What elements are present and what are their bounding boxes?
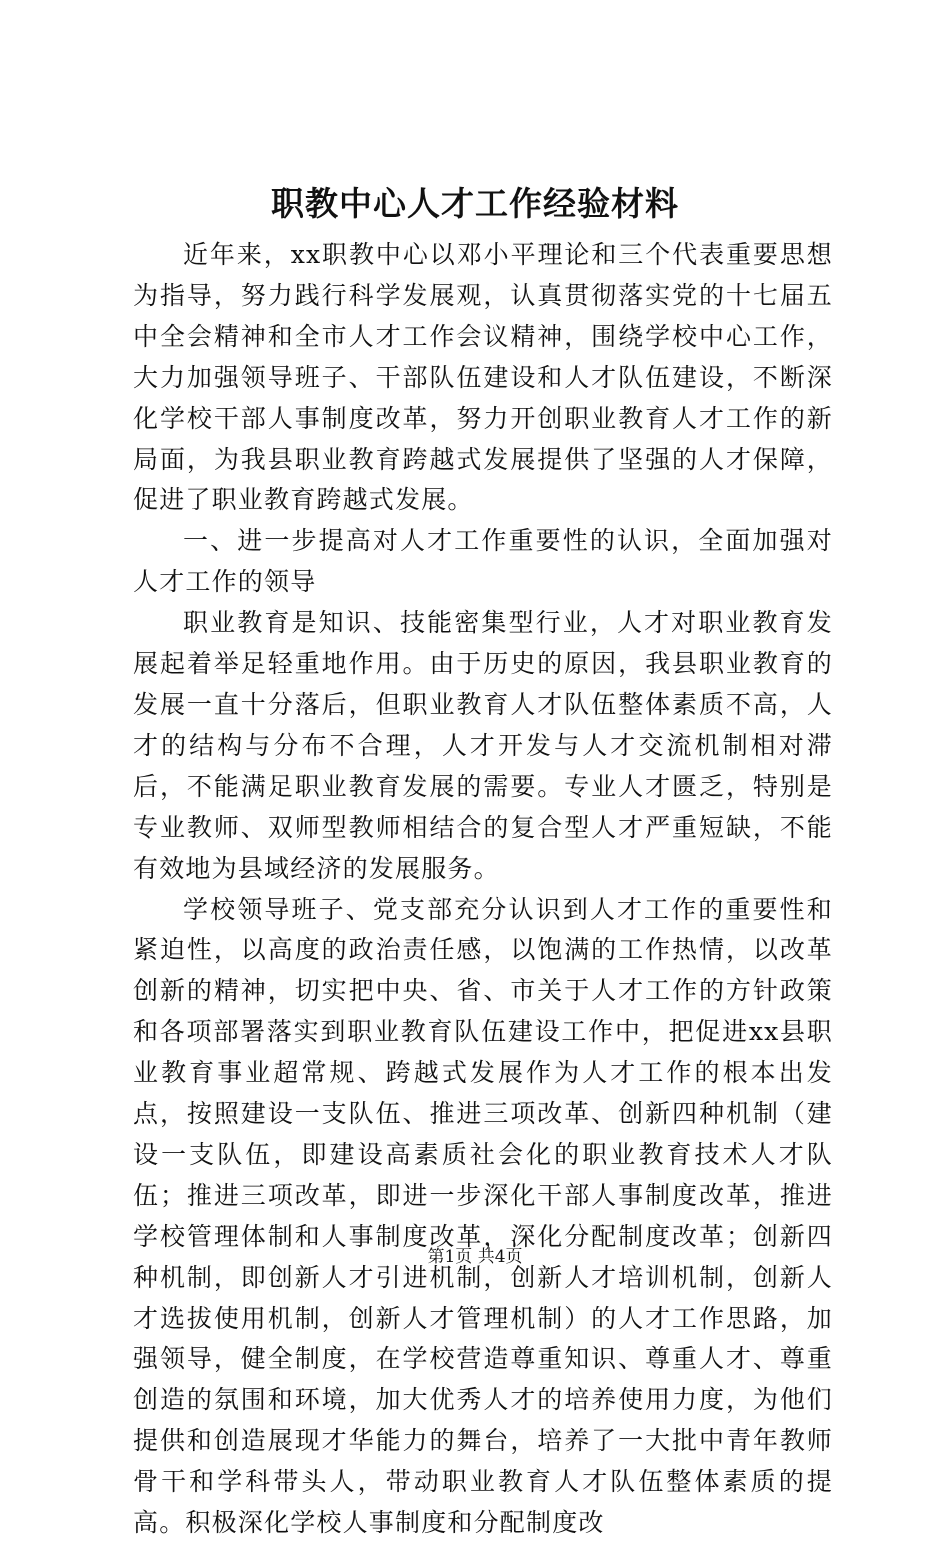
document-title: 职教中心人才工作经验材料 <box>0 182 950 226</box>
page-footer: 第1页 共4页 <box>0 1245 950 1269</box>
section-heading-1: 一、进一步提高对人才工作重要性的认识，全面加强对人才工作的领导 <box>133 521 833 603</box>
paragraph-leadership: 学校领导班子、党支部充分认识到人才工作的重要性和紧迫性，以高度的政治责任感，以饱满的工作热情，以改革创新的精神，切实把中央、省、市关于人才工作的方针政策和各项部署落实到职业教育队伍建设工作中，把促进xx县职业教育事业超常规、跨越式发展作为人才工作的根本出发点，按照建设一支队伍、推进三项改革、创新四种机制（建设一支队伍，即建设高素质社会化的职业教育技术人才队伍；推进三项改革，即进一步深化干部人事制度改革，推进学校管理体制和人事制度改革，深化分配制度改革；创新四种机制，即创新人才引进机制，创新人才培训机制，创新人才选拔使用机制，创新人才管理机制）的人才工作思路，加强领导，健全制度，在学校营造尊重知识、尊重人才、尊重创造的氛围和环境，加大优秀人才的培养使用力度，为他们提供和创造展现才华能力的舞台，培养了一大批中青年教师骨干和学科带头人，带动职业教育人才队伍整体素质的提高。积极深化学校人事制度和分配制度改 <box>133 890 833 1544</box>
document-body <box>133 235 833 1544</box>
paragraph-intro: 近年来，xx职教中心以邓小平理论和三个代表重要思想为指导，努力践行科学发展观，认真贯彻落实党的十七届五中全会精神和全市人才工作会议精神，围绕学校中心工作，大力加强领导班子、干部队伍建设和人才队伍建设，不断深化学校干部人事制度改革，努力开创职业教育人才工作的新局面，为我县职业教育跨越式发展提供了坚强的人才保障，促进了职业教育跨越式发展。 <box>133 235 833 521</box>
paragraph-background: 职业教育是知识、技能密集型行业，人才对职业教育发展起着举足轻重地作用。由于历史的原因，我县职业教育的发展一直十分落后，但职业教育人才队伍整体素质不高，人才的结构与分布不合理，人才开发与人才交流机制相对滞后，不能满足职业教育发展的需要。专业人才匮乏，特别是专业教师、双师型教师相结合的复合型人才严重短缺，不能有效地为县域经济的发展服务。 <box>133 603 833 889</box>
